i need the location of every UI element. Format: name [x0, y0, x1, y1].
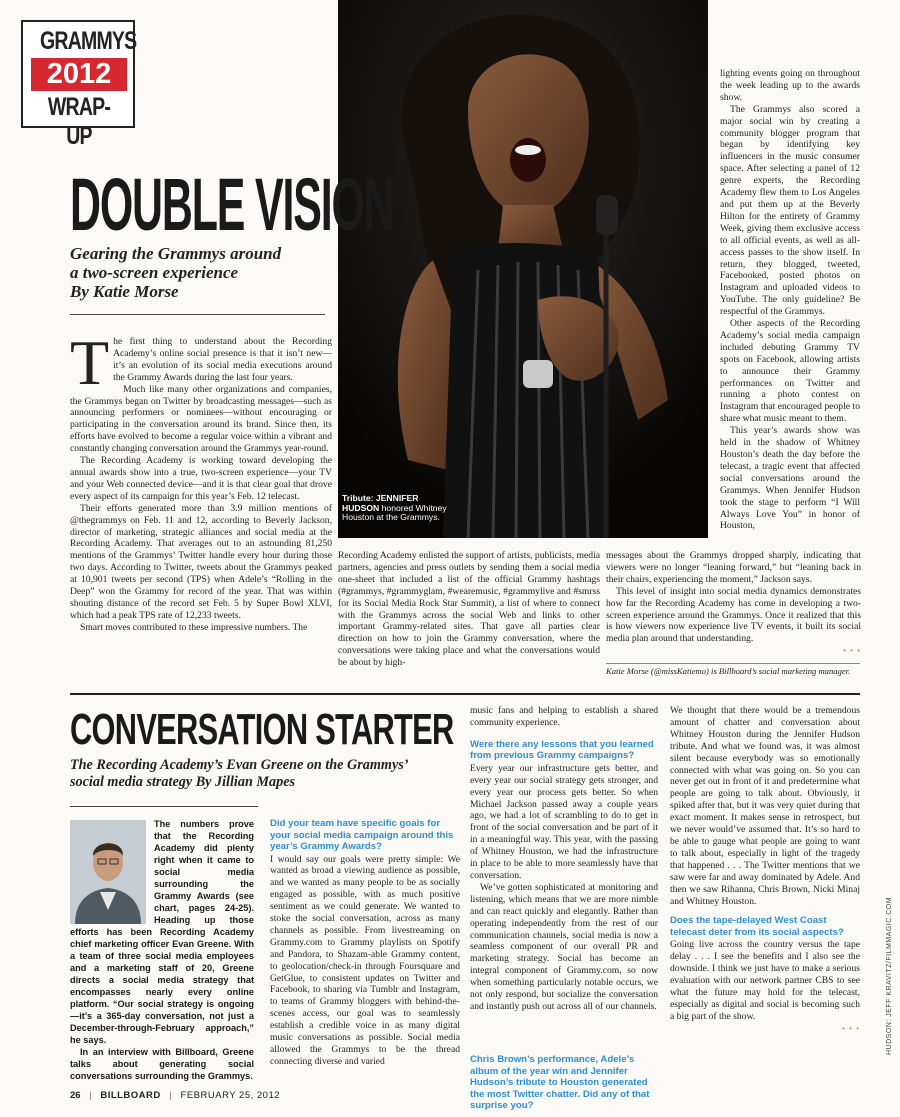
question-4: Does the tape-delayed West Coast telecast deter from its social aspects? [670, 915, 844, 938]
article2-rule [70, 806, 258, 807]
article1-col3 [720, 68, 860, 532]
article1-para2: Much like many other organizations and companies, the Grammys began on Twitter by broadcasting messages—such as announcing performers or nominees—without encouraging or participating in the conversation around its brand. Since then, its efforts have evolved to become a regular voice within a vibrant and constantly changing conversation around the Grammys year-round. [70, 383, 332, 455]
article1-para4: Their efforts generated more than 3.9 million mentions of @thegrammys on Feb. 11 and 12, according to Beverly Jackson, director of marketing, strategic alliances and social media at the Recording Academy. That averages out to an astounding 81,250 mentions of the Grammys’ Twitter handle every hour during those two days. According to Twitter, tweets about the Grammys peaked at 10,901 tweets per second (TPS) when Adele’s “Rolling in the Deep” won the Grammy for record of the year. That was within shouting distance of the record set Feb. 5 by Super Bowl XLVI, which had a peak TPS rate of 12,233 tweets. [70, 502, 332, 621]
article1-col3-para3: Other aspects of the Recording Academy’s social media campaign included debuting Grammy TV spots on Facebook, allowing artists to announce their Grammy performances on Twitter and running a photo contest on Instagram that encouraged people to share what music meant to them. [720, 318, 860, 425]
article1-col3-para4: This year’s awards show was held in the shadow of Whitney Houston’s death the day before the telecast, a tragic event that affected social conversations around the Grammys. When Jennifer Hudson took the stage to perform “I Will Always Love You” in honor of Houston, [720, 425, 860, 532]
article1-dek-line1: Gearing the Grammys around [70, 244, 282, 263]
article2-intro-text: The numbers prove that the Recording Academy did plenty right when it came to social media surrounding the Grammy Awards (see chart, pages 24-25). Heading up those efforts has been Recording Academy chief marketing officer Evan Greene. With a team of three social media employees and a marketing staff of 20, Greene directs a social media strategy that encompasses nearly every online platform. “Our social strategy is ongoing—it’s a 365-day conversation, not just a December-through-February approach,” he says. [70, 819, 254, 1045]
photo-credit: HUDSON: JEFF KRAVITZ/FILMMAGIC.COM [886, 896, 893, 1055]
hudson-photo-illustration [338, 0, 708, 538]
question-2: Were there any lessons that you learned from previous Grammy campaigns? [470, 738, 654, 762]
badge-line2: 2012 [31, 58, 127, 91]
answer-2-para1: Every year our infrastructure gets better, and every year our social strategy gets stronger, and every year our process gets better. So when Michael Jackson passed away a couple years ago, we had a lot of scrambling to do to get in front of the social conversation and be part of it in a meaningful way. This year, with the passing of Whitney Houston, we had the infrastructure in place to be able to more seamlessly have that conversation. [470, 762, 658, 881]
article1-col3-para2: The Grammys also scored a major social win by creating a community blogger program that began by identifying key influencers in the music consumer space. After selecting a panel of 12 genre experts, the Recording Academy flew them to Los Angeles and put them up at the Beverly Hilton for the entirety of Grammy Week, giving them exclusive access to all official events, as well as all-access passes to the show itself. In return, they blogged, tweeted, Facebooked, posted photos on Instagram and uploaded videos to YouTube. The only guideline? Be respectful of the Grammys. [720, 103, 860, 318]
article2-col2 [270, 818, 460, 1074]
footer-sep1: | [89, 1090, 92, 1101]
answer-4: Going live across the country versus the tape delay . . . I see the benefits and I also see the downside. I think we just have to make a serious evaluation with our network partner CBS to see what the future may hold for the telecast, especially as digital and social is becoming such a big part of the show. [670, 939, 860, 1022]
article2-col3-q3 [470, 1054, 658, 1111]
article1-col3b-para2: This level of insight into social media dynamics demonstrates how far the Recording Academy has come in developing a two-screen experience around the Grammys. Once it realized that this is how viewers now experience live TV events, it built its social media plan around that understanding. [606, 585, 861, 645]
author-note: Katie Morse (@missKatiemo) is Billboard’s social marketing manager. [606, 666, 851, 676]
dropcap: T [70, 327, 110, 398]
article2-intro [70, 818, 254, 1082]
hudson-photo [338, 0, 708, 538]
answer-2-para2: We’ve gotten sophisticated at monitoring and listening, which means that we are more nimble and can react quickly and elegantly. Rather than operating independently from the rest of our communication channels, social media is now a seamless component of our overall PR and marketing strategy. Social has become an integral component of Grammy.com, so now when something particularly notable occurs, we not only respond, but socialize the conversation and instantly push out across all of our channels. [470, 881, 658, 1012]
article1-col3b [606, 550, 861, 657]
article1-dek [70, 244, 340, 301]
caption-rest: honored Whitney Houston at the Grammys. [342, 502, 447, 523]
article1-headline: DOUBLE VISION [70, 163, 394, 246]
answer-1-cont: music fans and helping to establish a shared community experience. [470, 705, 658, 728]
badge-line1: GRAMMYS [40, 27, 137, 55]
author-rule [606, 663, 860, 664]
article2-dek-line1: The Recording Academy’s Evan Greene on the Grammys’ [70, 757, 409, 773]
question-1: Did your team have specific goals for your social media campaign around this year’s Grammy Awards? [270, 818, 454, 852]
caption-lead: Tribute: JENNIFER HUDSON [342, 493, 419, 513]
article1-byline: By Katie Morse [70, 282, 179, 301]
publication-name: BILLBOARD [100, 1090, 161, 1101]
end-dots-1: • • • [843, 646, 861, 656]
end-dots-2: • • • [842, 1023, 860, 1033]
headshot-spacer [70, 818, 154, 926]
article1-col3-para1: lighting events going on throughout the week leading up to the awards show. [720, 68, 860, 103]
article2-col4 [670, 705, 860, 1041]
answer-1: I would say our goals were pretty simple: We wanted as broad a viewing audience as possible, and we wanted as many people to be as socially engaged as possible, with as much positive sentiment as we could generate. We wanted to stoke the social conversation, across as many channels as possible. From livestreaming on Grammy.com to Grammy playlists on Spotify and Pandora, to Shazam-able Grammy content, to geolocation/check-in through Foursquare and GetGlue, to consistent updates on Twitter and Facebook, to sharing via Tumblr and Instagram, to teams of Grammy bloggers with behind-the-scenes access, our goal was to seamlessly establish a credible voice in as many digital music conversations as possible. Social media allowed the Grammys to be the thread connecting diverse and varied [270, 853, 460, 1067]
page-number: 26 [70, 1090, 81, 1101]
issue-date: FEBRUARY 25, 2012 [180, 1090, 281, 1101]
article1-para1: he first thing to understand about the Recording Academy’s online social presence is that it isn’t new—it’s an evolution of its social media executions around the Grammy Awards during the last four years. [113, 336, 332, 383]
article2-dek-line2: social media strategy By Jillian Mapes [70, 773, 296, 790]
article1-para5: Smart moves contributed to these impressive numbers. The [80, 621, 308, 633]
page-footer [70, 1090, 280, 1101]
article2-intro-text2: In an interview with Billboard, Greene talks about generating social conversations surrounding the Grammys. [70, 1047, 254, 1081]
article1-para3: The Recording Academy is working toward developing the annual awards show into a true, two-screen experience—your TV and your Web connected device—and it is that clear goal that drove every aspect of its campaign for this year’s Feb. 12 telecast. [70, 455, 332, 502]
article2-dek [70, 757, 470, 790]
article1-dek-line2: a two-screen experience [70, 263, 239, 282]
badge-line3: WRAP-UP [47, 93, 111, 150]
article2-col3 [470, 705, 658, 1019]
photo-caption [342, 494, 452, 523]
article1-col3b-para1: messages about the Grammys dropped sharply, indicating that viewers were no longer “leaning forward,” but “leaning back in their chairs, experiencing the moment,” Jackson says. [606, 550, 861, 585]
article1-col2-text: Recording Academy enlisted the support of artists, publicists, media partners, agencies and press outlets by sending them a social media one-sheet that included a list of the official Grammy hashtags (#grammys, #grammyglam, #wearemusic, #grammylive and #smrss for its Social Media Rock Star Summit), a list of where to connect with the Grammys across the social Web and links to other important Grammy-related sites. That gave all parties clear direction on how to join the Grammy conversation, where the conversations were taking place and what the conversations would be about by high- [338, 550, 600, 669]
footer-sep2: | [169, 1090, 172, 1101]
section-divider [70, 693, 860, 695]
answer-3: We thought that there would be a tremendous amount of chatter and conversation about Whitney Houston during the Jennifer Hudson tribute. And what we found was, it was almost silent because everybody was so emotionally connected with what was going on. So you can never get out in front of it and predetermine what people are going to talk about. Obviously, it spiked after that, but it was very quiet during that exact moment. It makes sense in retrospect, but we never would’ve assumed that. It’s so hard to be able to gauge what people are going to want to talk about, especially in light of the tragedy that happened . . . The Twitter mentions that we saw were far and away dominated by Adele. And then we saw Rihanna, Chris Brown, Nicki Minaj and Whitney Houston. [670, 705, 860, 907]
grammys-badge [21, 20, 137, 150]
article1-col2 [338, 550, 600, 669]
article1-col1 [70, 327, 332, 634]
question-3: Chris Brown’s performance, Adele’s album of the year win and Jennifer Hudson’s tribute to Houston generated the most Twitter chatter. Did any of that surprise you? [470, 1054, 650, 1111]
article1-rule [70, 314, 325, 315]
article2-headline: CONVERSATION STARTER [70, 705, 454, 754]
